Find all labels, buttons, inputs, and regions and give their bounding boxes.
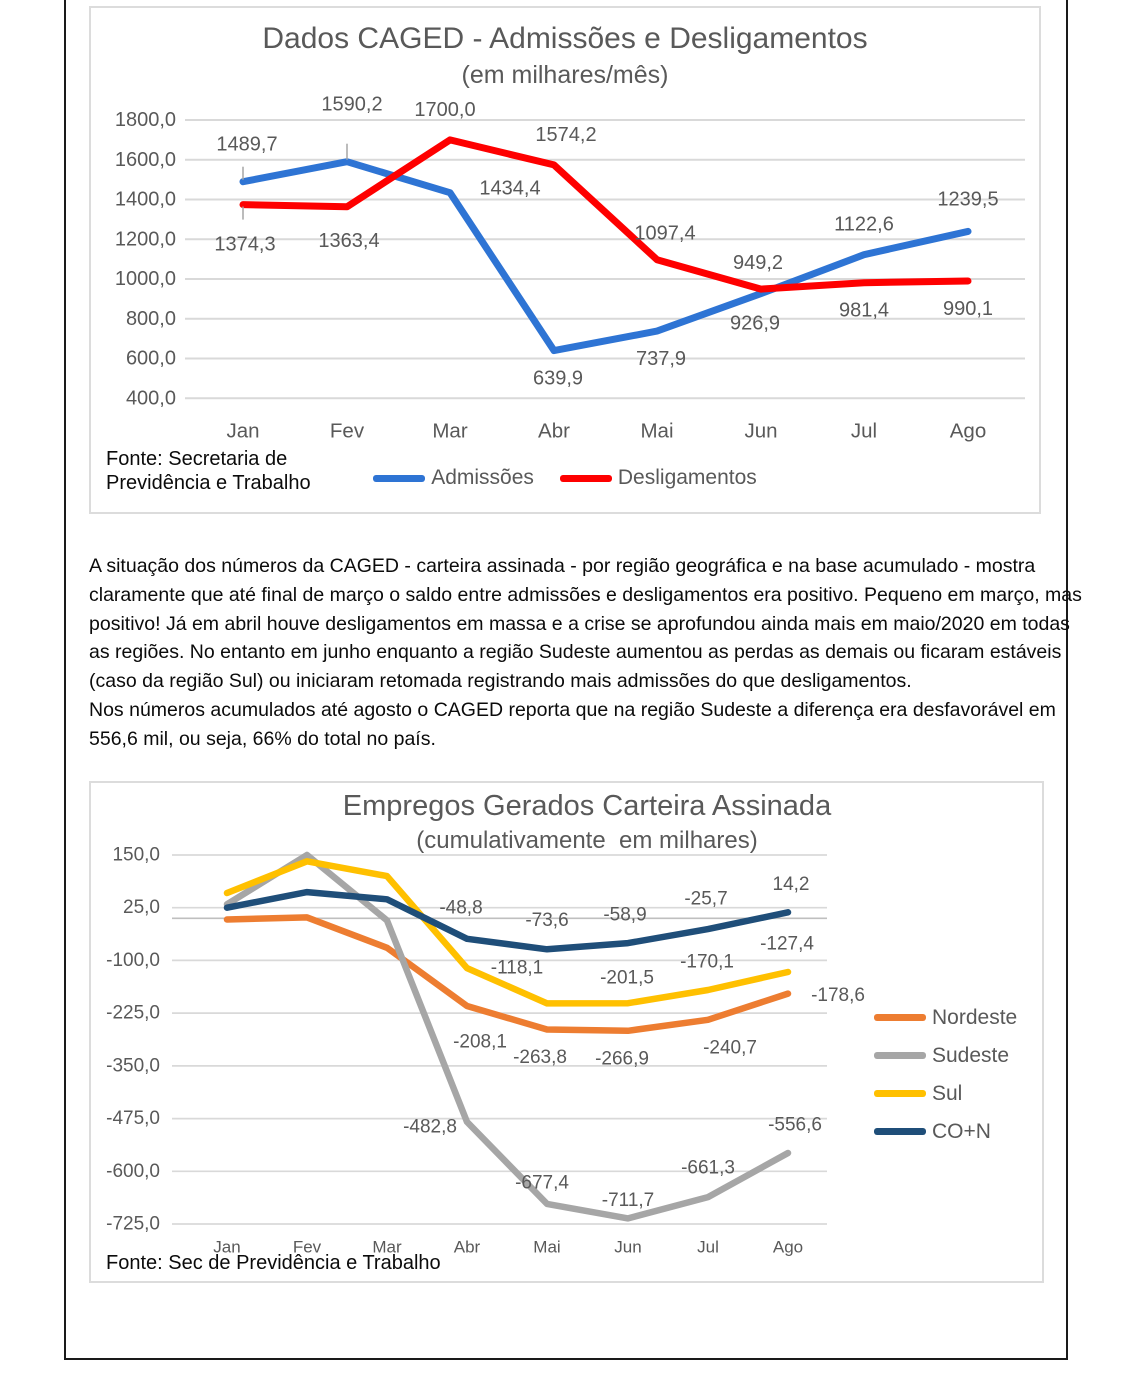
x-axis-tick-label: Jul <box>850 419 878 443</box>
data-label: 1590,2 <box>321 93 383 116</box>
legend-label-nordeste: Nordeste <box>932 1005 1018 1029</box>
data-label: 990,1 <box>942 298 994 320</box>
data-label: -208,1 <box>453 1031 507 1053</box>
x-axis-tick-label: Mai <box>640 419 674 443</box>
chart2-title: Empregos Gerados Carteira Assinada <box>342 790 832 822</box>
data-label: 1700,0 <box>414 98 476 121</box>
y-axis-tick-label: -475,0 <box>106 1108 160 1130</box>
data-label: -661,3 <box>681 1157 735 1179</box>
data-label: -25,7 <box>684 888 728 910</box>
x-axis-tick-label: Ago <box>949 419 987 443</box>
paragraph-line: positivo! Já em abril houve desligamentos em massa e a crise se aprofundou ainda mais em maio/2020 em todas <box>89 612 1070 635</box>
y-axis-tick-label: 1400,0 <box>114 188 176 211</box>
x-axis-tick-label: Jun <box>744 419 778 443</box>
chart1-title: Dados CAGED - Admissões e Desligamentos <box>262 22 868 55</box>
data-label: -263,8 <box>513 1047 567 1068</box>
legend-item-sul <box>874 1083 1017 1104</box>
legend-swatch-nordeste <box>874 1014 926 1021</box>
chart2-legend <box>874 1007 1017 1142</box>
data-label: -556,6 <box>768 1114 822 1136</box>
y-axis-tick-label: 1600,0 <box>114 148 176 171</box>
data-label: 639,9 <box>532 367 584 390</box>
data-label: -240,7 <box>703 1037 757 1059</box>
legend-label-sul: Sul <box>932 1081 963 1105</box>
x-axis-tick-label: Jan <box>213 1237 241 1257</box>
data-label: 981,4 <box>838 299 890 322</box>
data-label: 1363,4 <box>318 229 380 252</box>
legend-label-co-n: CO+N <box>932 1119 991 1143</box>
paragraph-line: claramente que até final de março o saldo entre admissões e desligamentos era positivo. Pequeno em março, mas <box>89 583 1082 606</box>
y-axis-tick-label: 600,0 <box>125 347 176 370</box>
body-paragraph <box>89 552 1082 754</box>
legend-swatch-admissoes <box>373 475 425 482</box>
data-label: -58,9 <box>603 904 647 926</box>
data-label: -201,5 <box>600 967 654 989</box>
chart2-source-line1: Fonte: Sec de Previdência e Trabalho <box>106 1252 441 1274</box>
paragraph-line: as regiões. No entanto em junho enquanto a região Sudeste aumentou as perdas as demais ou ficaram estáveis <box>89 641 1062 664</box>
x-axis-tick-label: Fev <box>292 1237 322 1257</box>
data-label: 949,2 <box>732 252 784 275</box>
y-axis-tick-label: 1800,0 <box>114 109 176 131</box>
data-label: 1239,5 <box>937 188 999 211</box>
x-axis-tick-label: Jan <box>226 419 260 443</box>
data-label: -266,9 <box>595 1048 649 1070</box>
y-axis-tick-label: -725,0 <box>106 1213 160 1235</box>
legend-label-desligamentos: Desligamentos <box>617 466 757 489</box>
data-label: -482,8 <box>403 1116 457 1138</box>
data-label: 1097,4 <box>634 222 696 245</box>
chart1-source-line2: Previdência e Trabalho <box>106 471 311 494</box>
paragraph-line: 556,6 mil, ou seja, 66% do total no país. <box>89 727 436 750</box>
paragraph-line: Nos números acumulados até agosto o CAGED reporta que na região Sudeste a diferença era desfavorável em <box>89 698 1056 721</box>
data-label: 1489,7 <box>216 133 278 156</box>
x-axis-tick-label: Mar <box>432 419 468 443</box>
x-axis-tick-label: Jul <box>697 1237 719 1257</box>
y-axis-tick-label: -225,0 <box>106 1002 160 1024</box>
legend-swatch-desligamentos <box>560 475 612 482</box>
legend-label-sudeste: Sudeste <box>932 1043 1010 1067</box>
data-label: 1122,6 <box>834 213 894 236</box>
x-axis-tick-label: Mai <box>533 1237 561 1257</box>
legend-item-nordeste <box>874 1007 1017 1028</box>
data-label: -127,4 <box>760 933 814 955</box>
paragraph-line: (caso da região Sul) ou iniciaram retomada registrando mais admissões do que desligamentos. <box>89 670 912 693</box>
chart2-subtitle: (cumulativamente em milhares) <box>416 827 758 854</box>
data-label: -677,4 <box>515 1172 569 1194</box>
data-label: 14,2 <box>772 873 810 895</box>
x-axis-tick-label: Mar <box>372 1237 402 1257</box>
x-axis-tick-label: Jun <box>614 1237 642 1257</box>
legend-swatch-sul <box>874 1090 926 1097</box>
y-axis-tick-label: 150,0 <box>112 844 160 866</box>
legend-swatch-co-n <box>874 1128 926 1135</box>
chart1-subtitle: (em milhares/mês) <box>461 61 669 89</box>
chart2-source <box>106 1252 441 1276</box>
y-axis-tick-label: -100,0 <box>106 949 160 971</box>
y-axis-tick-label: 25,0 <box>123 897 160 919</box>
x-axis-tick-label: Abr <box>453 1237 481 1257</box>
legend-item-sudeste <box>874 1045 1017 1066</box>
data-label: -73,6 <box>525 909 569 931</box>
legend-item-admissoes <box>373 466 534 490</box>
data-label: -118,1 <box>490 957 544 979</box>
x-axis-tick-label: Abr <box>538 419 570 443</box>
data-label: 1574,2 <box>535 123 597 146</box>
data-label: -48,8 <box>439 897 483 919</box>
data-label: -178,6 <box>811 985 865 1007</box>
y-axis-tick-label: -600,0 <box>106 1160 160 1182</box>
data-label: 1374,3 <box>214 233 276 256</box>
data-label: -711,7 <box>601 1189 655 1211</box>
y-axis-tick-label: 800,0 <box>125 307 176 330</box>
y-axis-tick-label: 400,0 <box>125 387 176 410</box>
data-label: -170,1 <box>680 951 734 973</box>
x-axis-tick-label: Ago <box>772 1237 804 1257</box>
data-label: 737,9 <box>635 348 687 371</box>
legend-item-co-n <box>874 1121 1017 1142</box>
y-axis-tick-label: -350,0 <box>106 1055 160 1077</box>
chart1-source-line1: Fonte: Secretaria de <box>106 448 288 470</box>
legend-item-desligamentos <box>560 466 757 490</box>
y-axis-tick-label: 1000,0 <box>114 268 176 290</box>
data-label: 1434,4 <box>479 177 541 200</box>
legend-label-admissoes: Admissões <box>431 466 534 489</box>
chart1-legend <box>90 466 1040 490</box>
data-label: 926,9 <box>729 312 781 335</box>
paragraph-line: A situação dos números da CAGED - carteira assinada - por região geográfica e na base acumulado - mostra <box>89 555 1036 577</box>
legend-swatch-sudeste <box>874 1052 926 1059</box>
x-axis-tick-label: Fev <box>329 419 365 443</box>
y-axis-tick-label: 1200,0 <box>114 228 176 251</box>
